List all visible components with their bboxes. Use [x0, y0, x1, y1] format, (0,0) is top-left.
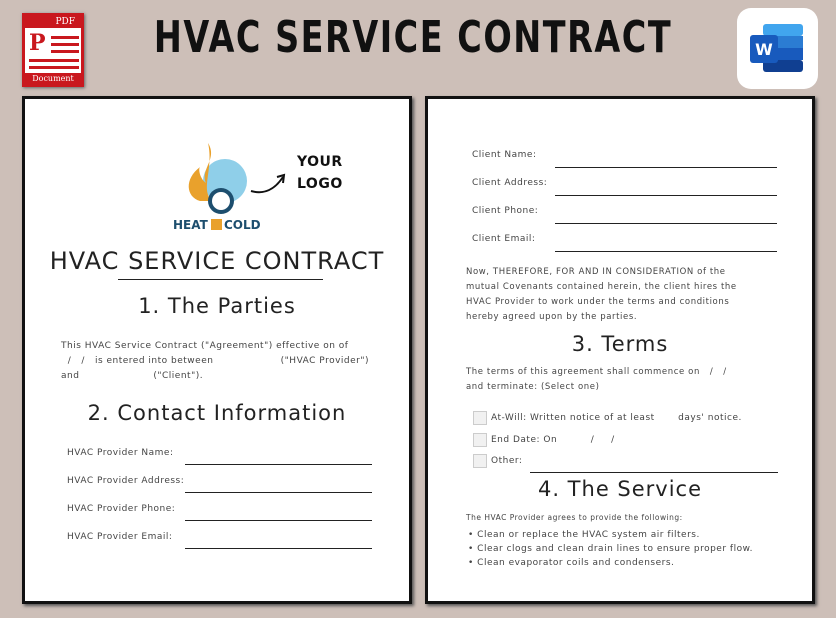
contract-page-1: [22, 96, 412, 604]
client-address-label: Client Address:: [472, 178, 548, 188]
logo-placeholder: YOUR LOGO: [297, 154, 343, 192]
svg-text:COLD: COLD: [224, 218, 261, 232]
client-address-field[interactable]: [555, 195, 777, 196]
svg-text:W: W: [755, 40, 773, 59]
contract-page-2: [425, 96, 815, 604]
terms-text: The terms of this agreement shall commence on / / and terminate: (Select one): [466, 367, 727, 392]
consideration-text: Now, THEREFORE, FOR AND IN CONSIDERATION of the mutual Covenants contained herein, the client hires the HVAC Provider to work under the terms and conditions hereby agreed upon by the parties.: [466, 267, 737, 322]
pdf-document-icon: [22, 13, 84, 87]
other-checkbox[interactable]: [473, 454, 487, 468]
client-email-label: Client Email:: [472, 234, 536, 244]
client-phone-field[interactable]: [555, 223, 777, 224]
provider-name-label: HVAC Provider Name:: [67, 448, 174, 458]
arrow-icon: [247, 169, 292, 199]
section-terms: 3. Terms: [571, 332, 669, 356]
provider-email-label: HVAC Provider Email:: [67, 532, 173, 542]
service-intro: The HVAC Provider agrees to provide the following:: [466, 513, 683, 522]
banner-title: HVAC SERVICE CONTRACT: [153, 12, 673, 63]
client-name-field[interactable]: [555, 167, 777, 168]
section-parties: 1. The Parties: [138, 294, 296, 318]
svg-text:HEAT: HEAT: [173, 218, 208, 232]
service-list: • Clean or replace the HVAC system air filters. • Clear clogs and clean drain lines to ensure proper flow. • Clean evaporator coils and condensers.: [468, 530, 753, 568]
client-name-label: Client Name:: [472, 150, 537, 160]
at-will-label: At-Will: Written notice of at least days' notice.: [491, 413, 742, 423]
section-contact: 2. Contact Information: [87, 401, 347, 425]
word-icon: [737, 8, 818, 89]
client-phone-label: Client Phone:: [472, 206, 539, 216]
pdf-label: PDF: [25, 16, 81, 28]
provider-name-field[interactable]: [185, 464, 372, 465]
client-email-field[interactable]: [555, 251, 777, 252]
doc-title: HVAC SERVICE CONTRACT: [49, 247, 385, 275]
pdf-letter: P: [29, 30, 46, 56]
parties-text: This HVAC Service Contract ("Agreement") effective on of / / is entered into between ("HVAC Provider") and ("Client").: [61, 341, 370, 381]
at-will-checkbox[interactable]: [473, 411, 487, 425]
provider-phone-field[interactable]: [185, 520, 372, 521]
other-field[interactable]: [530, 472, 778, 473]
provider-address-label: HVAC Provider Address:: [67, 476, 185, 486]
provider-email-field[interactable]: [185, 548, 372, 549]
pdf-bottom-label: Document: [25, 73, 81, 84]
end-date-label: End Date: On / /: [491, 435, 615, 445]
end-date-checkbox[interactable]: [473, 433, 487, 447]
provider-phone-label: HVAC Provider Phone:: [67, 504, 176, 514]
section-service: 4. The Service: [537, 477, 703, 501]
other-label: Other:: [491, 456, 523, 466]
provider-address-field[interactable]: [185, 492, 372, 493]
